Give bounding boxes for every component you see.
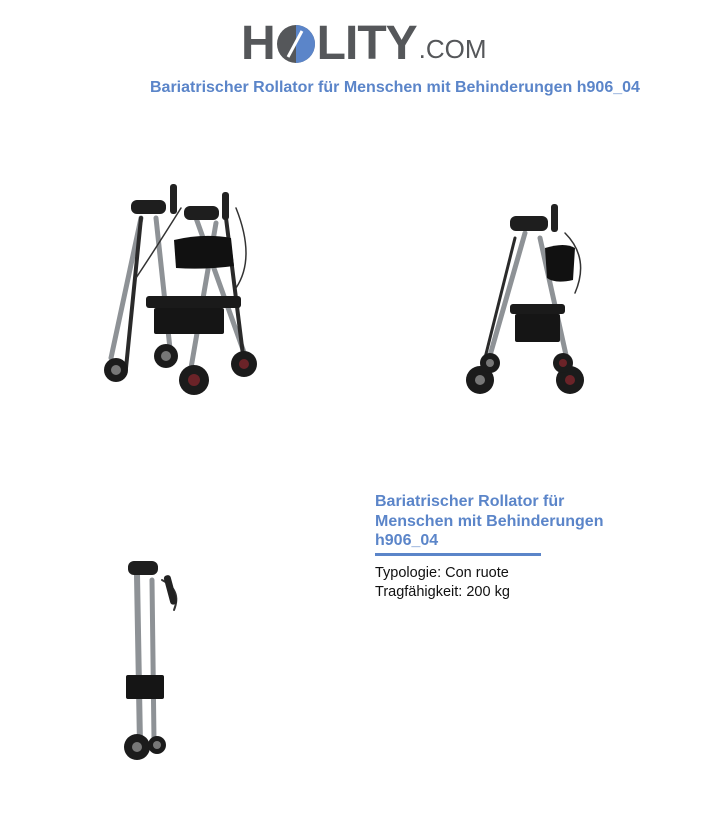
logo-circle-icon bbox=[276, 24, 316, 64]
holity-logo[interactable] bbox=[241, 12, 486, 68]
logo-letters: LITY bbox=[316, 17, 417, 70]
product-title: Bariatrischer Rollator für Menschen mit Behinderungen h906_04 bbox=[375, 493, 604, 549]
page-title: Bariatrischer Rollator für Menschen mit Behinderungen h906_04 bbox=[150, 79, 640, 96]
logo-domain-suffix: .COM bbox=[418, 34, 487, 64]
spec-capacity bbox=[375, 584, 510, 600]
product-photo-front bbox=[96, 178, 266, 403]
spec-value: Con ruote bbox=[445, 565, 509, 581]
spec-value: 200 kg bbox=[466, 584, 510, 600]
title-underline bbox=[375, 553, 541, 556]
product-photo-folded bbox=[112, 555, 192, 770]
product-photo-side bbox=[455, 198, 610, 403]
logo-letter-h: H bbox=[241, 17, 275, 70]
spec-label: Tragfähigkeit: bbox=[375, 584, 463, 600]
logo-wordmark bbox=[241, 17, 417, 70]
spec-typology bbox=[375, 565, 509, 581]
spec-label: Typologie: bbox=[375, 565, 442, 581]
